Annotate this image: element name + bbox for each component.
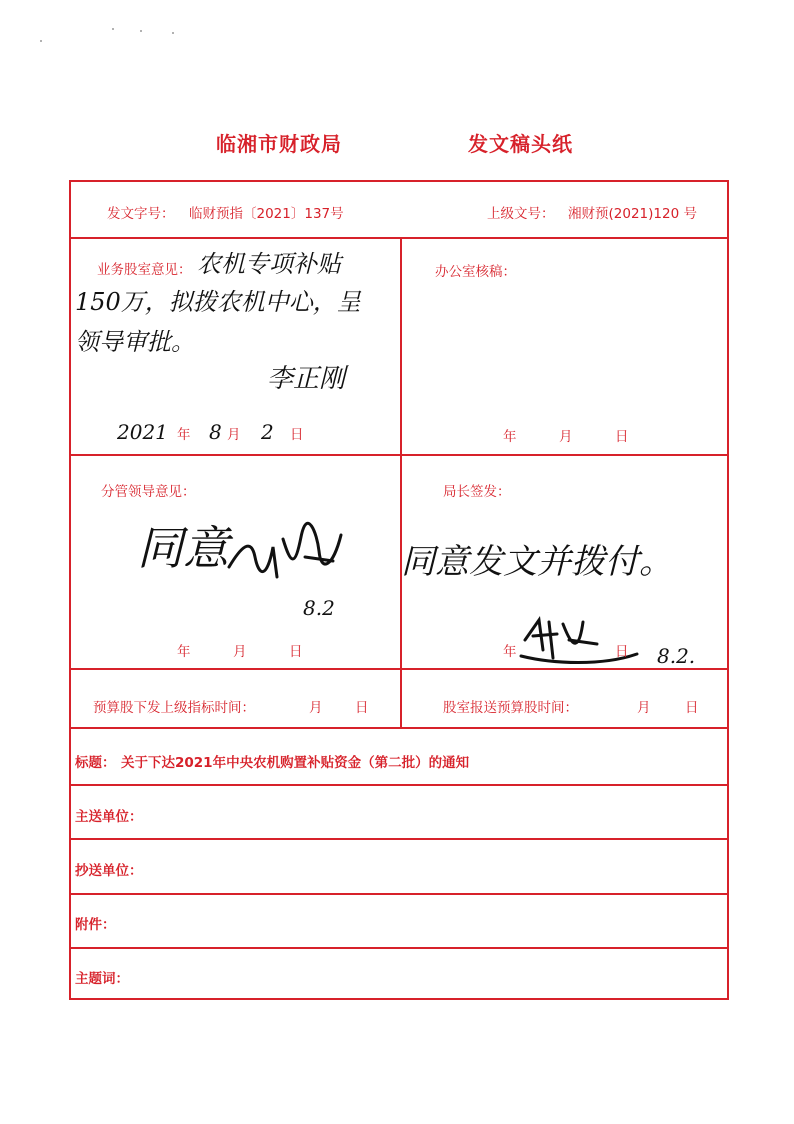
budget-month-label: 月	[309, 700, 323, 716]
handwritten-opinion: 同意发文并拨付。	[401, 542, 673, 582]
day-label: 日	[290, 427, 304, 443]
dept-time-label: 股室报送预算股时间：	[443, 700, 578, 716]
handwritten-opinion: 农机专项补贴	[197, 250, 341, 278]
office-review-label: 办公室核稿：	[435, 264, 516, 280]
row-divider	[71, 784, 727, 786]
handwritten-year: 2021	[117, 420, 168, 444]
handwritten-month: 8	[209, 420, 222, 444]
handwritten-date: 8.2	[303, 596, 335, 620]
column-divider	[400, 237, 402, 728]
leader-opinion-label: 分管领导意见：	[101, 484, 196, 500]
director-signoff-label: 局长签发：	[443, 484, 511, 500]
scan-speck	[140, 30, 142, 32]
row-divider	[71, 947, 727, 949]
main-recipient-label: 主送单位：	[75, 809, 143, 825]
scan-speck	[172, 32, 174, 34]
year-label: 年	[177, 427, 191, 443]
budget-day-label: 日	[355, 700, 369, 716]
scan-speck	[112, 28, 114, 30]
handwritten-day: 2	[261, 420, 274, 444]
superior-doc-value: 湘财预(2021)120 号	[568, 206, 697, 222]
month-label: 月	[233, 644, 247, 660]
day-label: 日	[289, 644, 303, 660]
attachment-label: 附件：	[75, 917, 116, 933]
subject-label: 标题：	[75, 755, 116, 771]
day-label: 日	[615, 644, 629, 660]
month-label: 月	[559, 429, 573, 445]
cc-recipient-label: 抄送单位：	[75, 863, 143, 879]
row-divider	[71, 237, 727, 239]
handwritten-signature: 李正刚	[267, 364, 346, 394]
year-label: 年	[177, 644, 191, 660]
row-divider	[71, 454, 727, 456]
year-label: 年	[503, 644, 517, 660]
year-label: 年	[503, 429, 517, 445]
handwritten-opinion: 150万，拟拨农机中心，呈	[75, 288, 361, 316]
keywords-label: 主题词：	[75, 971, 129, 987]
handwritten-signature	[221, 517, 351, 587]
row-divider	[71, 838, 727, 840]
handwritten-opinion: 同意	[137, 521, 229, 575]
doc-number-label: 发文字号：	[107, 206, 175, 222]
budget-time-label: 预算股下发上级指标时间：	[93, 700, 255, 716]
row-divider	[71, 893, 727, 895]
doc-title: 发文稿头纸	[468, 132, 573, 156]
dept-day-label: 日	[685, 700, 699, 716]
day-label: 日	[615, 429, 629, 445]
handwritten-date: 8.2.	[657, 644, 696, 668]
draft-form	[69, 180, 729, 1000]
superior-doc-label: 上级文号：	[487, 206, 555, 222]
dept-month-label: 月	[637, 700, 651, 716]
doc-number-value: 临财预指〔2021〕137号	[189, 206, 344, 222]
subject-value: 关于下达2021年中央农机购置补贴资金（第二批）的通知	[121, 755, 470, 771]
row-divider	[71, 727, 727, 729]
org-title: 临湘市财政局	[216, 132, 342, 156]
scan-speck	[40, 40, 42, 42]
month-label: 月	[227, 427, 241, 443]
business-dept-label: 业务股室意见：	[97, 262, 192, 278]
handwritten-opinion: 领导审批。	[75, 328, 195, 356]
